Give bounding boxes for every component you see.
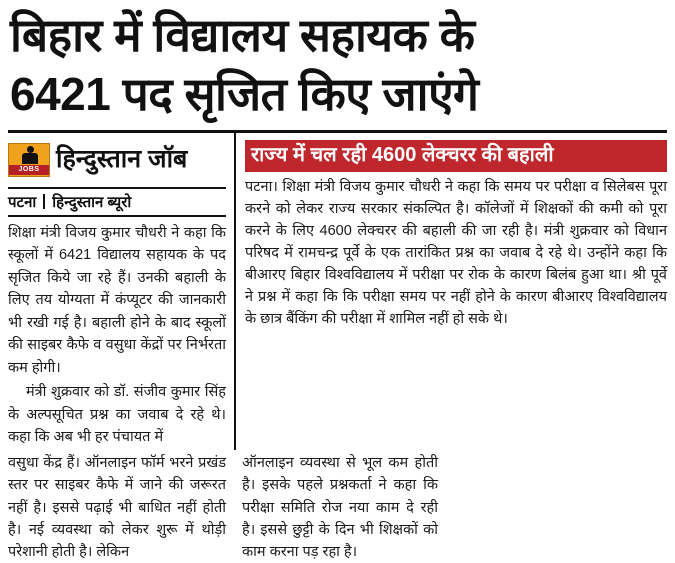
bottom-column-3 — [446, 452, 667, 562]
dateline — [8, 187, 226, 217]
headline-line-2: 6421 पद सृजित किए जाएंगे — [10, 67, 479, 120]
brand-row — [8, 133, 226, 180]
right-column — [234, 133, 667, 451]
headline-line-1: बिहार में विद्यालय सहायक के — [10, 9, 475, 61]
bottom-column-2-text: ऑनलाइन व्यवस्था से भूल कम होती है। इसके पहले प्रश्नकर्ता ने कहा कि परीक्षा समिति रोज नया काम दे रही है। इससे छुट्टी के दिन भी शिक्षकों को काम करना पड़ रहा है। — [242, 455, 438, 560]
left-article-body — [8, 222, 226, 449]
right-article-body — [245, 176, 667, 330]
dateline-separator — [43, 194, 45, 209]
headline-block — [0, 0, 675, 124]
left-article-paragraph-1: शिक्षा मंत्री विजय कुमार चौधरी ने कहा कि स्कूलों में 6421 विद्यालय सहायक के पद सृजित किये जा रहे हैं। उनकी बहाली के लिए तय योग्यता में कंप्यूटर की जानकारी भी रखी गई है। बहाली होने के बाद स्कूलों की साइबर कैफे व वसुधा केंद्रों पर निर्भरता कम होगी। — [8, 224, 226, 376]
bottom-column-2 — [234, 452, 446, 562]
hindustan-jobs-logo-icon — [8, 143, 50, 177]
left-article-paragraph-2: मंत्री शुक्रवार को डॉ. संजीव कुमार सिंह के अल्पसूचित प्रश्न का जवाब दे रहे थे। कहा कि अब भी हर पंचायत में — [8, 384, 226, 445]
dateline-place: पटना — [8, 193, 37, 211]
dateline-bureau: हिन्दुस्तान ब्यूरो — [52, 193, 132, 211]
logo-ribbon-label: JOBS — [9, 165, 49, 175]
subheadline-banner: राज्य में चल रही 4600 लेक्चरर की बहाली — [245, 140, 667, 172]
bottom-column-1-text: वसुधा केंद्र हैं। ऑनलाइन फॉर्म भरने प्रखंड स्तर पर साइबर कैफे में जाने की जरूरत नहीं है। इससे पढ़ाई भी बाधित नहीं होती है। नई व्यवस्था को लेकर शुरू में थोड़ी परेशानी होती है। लेकिन — [8, 455, 226, 560]
bottom-column-1 — [8, 452, 234, 562]
right-article-paragraph-1: पटना। शिक्षा मंत्री विजय कुमार चौधरी ने कहा कि समय पर परीक्षा व सिलेबस पूरा करने को लेकर राज्य सरकार संकल्पित है। कॉलेजों में शिक्षकों की कमी को पूरा करने के लिए 4600 लेक्चरर की बहाली की जा रही है। मंत्री शुक्रवार को विधान परिषद में रामचन्द्र पूर्वे के एक तारांकित प्रश्न का जवाब दे रहे थे। उन्होंने कहा कि बीआरए बिहार विश्वविद्यालय में परीक्षा पर रोक के कारण बिलंब हुआ था। श्री पूर्वे ने प्रश्न में कहा कि कि परीक्षा समय पर नहीं होने के कारण बीआरए विश्वविद्यालय के छात्र बैंकिंग की परीक्षा में शामिल नहीं हो सके थे। — [245, 178, 667, 327]
main-band — [0, 133, 675, 451]
left-column — [8, 133, 234, 451]
bottom-columns — [0, 452, 675, 562]
brand-title: हिन्दुस्तान जॉब — [56, 145, 188, 174]
